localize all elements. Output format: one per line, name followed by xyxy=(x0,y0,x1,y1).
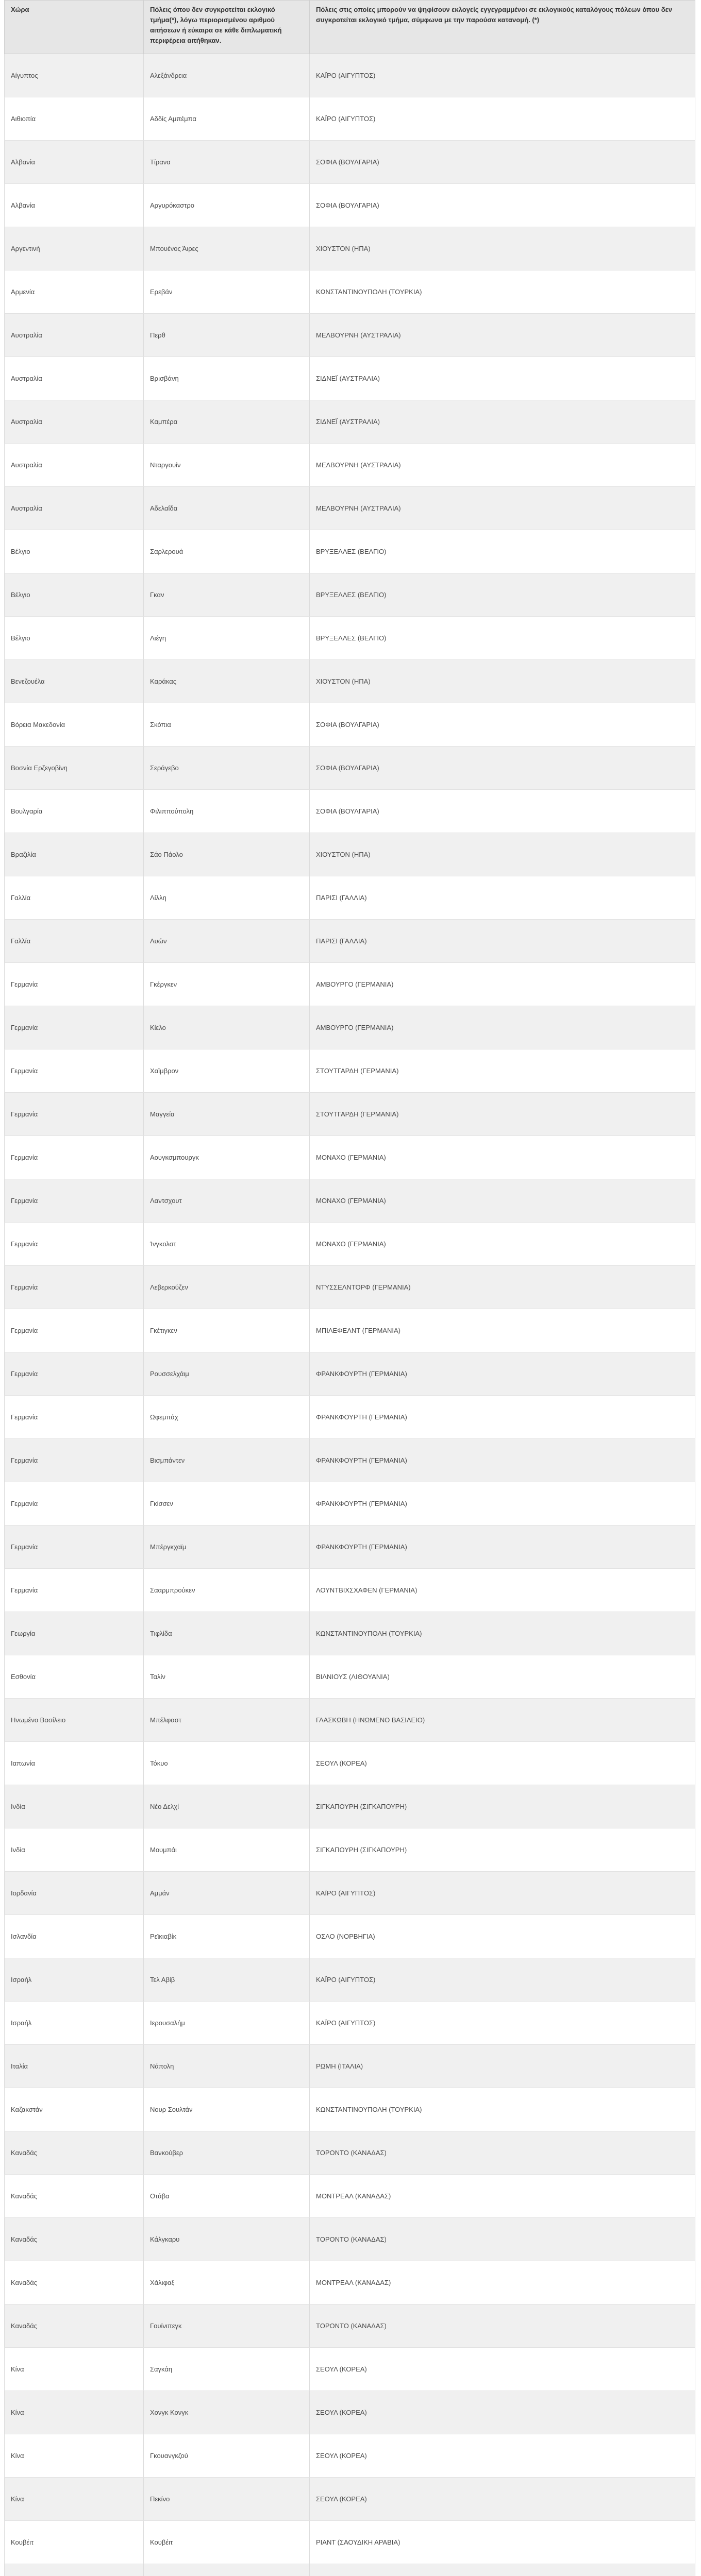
cell-city: Αμμάν xyxy=(144,1872,310,1915)
cell-voting-city: ΣΕΟΥΛ (ΚΟΡΕΑ) xyxy=(310,2348,695,2391)
cell-voting-city: ΒΡΥΞΕΛΛΕΣ (ΒΕΛΓΙΟ) xyxy=(310,530,695,573)
cell-voting-city: ΠΑΡΙΣΙ (ΓΑΛΛΙΑ) xyxy=(310,876,695,920)
cell-city: Κίελο xyxy=(144,1006,310,1049)
cell-voting-city: ΚΑΪΡΟ (ΑΙΓΥΠΤΟΣ) xyxy=(310,1872,695,1915)
cell-city: Λυών xyxy=(144,920,310,963)
table-row xyxy=(5,1612,695,1655)
table-row xyxy=(5,314,695,357)
cell-voting-city: ΚΩΝΣΤΑΝΤΙΝΟΥΠΟΛΗ (ΤΟΥΡΚΙΑ) xyxy=(310,270,695,314)
cell-voting-city: ΣΕΟΥΛ (ΚΟΡΕΑ) xyxy=(310,2478,695,2521)
cell-country: Αυστραλία xyxy=(5,444,144,487)
cell-voting-city: ΧΙΟΥΣΤΟΝ (ΗΠΑ) xyxy=(310,833,695,876)
cell-country: Καναδάς xyxy=(5,2304,144,2348)
cell-country: Γαλλία xyxy=(5,876,144,920)
cell-city: Αργυρόκαστρο xyxy=(144,184,310,227)
cell-country: Γερμανία xyxy=(5,1569,144,1612)
cell-country: Γερμανία xyxy=(5,1439,144,1482)
cell-voting-city: ΛΟΥΝΤΒΙΧΣΧΑΦΕΝ (ΓΕΡΜΑΝΙΑ) xyxy=(310,1569,695,1612)
cell-country: Βραζιλία xyxy=(5,833,144,876)
table-row xyxy=(5,617,695,660)
cell-voting-city: ΚΑΪΡΟ (ΑΙΓΥΠΤΟΣ) xyxy=(310,1958,695,2002)
cell-country: Γερμανία xyxy=(5,1006,144,1049)
table-row xyxy=(5,1958,695,2002)
header-voting-cities: Πόλεις στις οποίες μπορούν να ψηφίσουν εκλογείς εγγεγραμμένοι σε εκλογικούς καταλόγους πόλεων όπου δεν συγκροτείται εκλογικό τμήμα, σύμφωνα με την παρούσα κατανομή. (*) xyxy=(310,1,695,54)
cell-country: Γερμανία xyxy=(5,1482,144,1526)
table-row xyxy=(5,270,695,314)
cell-city: Αλεξάνδρεια xyxy=(144,54,310,97)
cell-city: Καμπέρα xyxy=(144,400,310,444)
cell-country: Αυστραλία xyxy=(5,487,144,530)
cell-voting-city: ΑΜΒΟΥΡΓΟ (ΓΕΡΜΑΝΙΑ) xyxy=(310,963,695,1006)
cell-voting-city: ΟΣΛΟ (ΝΟΡΒΗΓΙΑ) xyxy=(310,1915,695,1958)
cell-voting-city: ΤΟΡΟΝΤΟ (ΚΑΝΑΔΑΣ) xyxy=(310,2218,695,2261)
table-row xyxy=(5,2131,695,2175)
table-row xyxy=(5,1396,695,1439)
cell-country: Ινδία xyxy=(5,1828,144,1872)
table-row xyxy=(5,444,695,487)
cell-country: Εσθονία xyxy=(5,1655,144,1699)
cell-country: Καναδάς xyxy=(5,2261,144,2304)
cell-city: Κουβέιτ xyxy=(144,2521,310,2564)
cell-voting-city: ΚΑΪΡΟ (ΑΙΓΥΠΤΟΣ) xyxy=(310,2002,695,2045)
table-row xyxy=(5,400,695,444)
cell-country: Κίνα xyxy=(5,2391,144,2434)
table-row xyxy=(5,1569,695,1612)
header-cities-without-station: Πόλεις όπου δεν συγκροτείται εκλογικό τμήμα(*), λόγω περιορισμένου αριθμού αιτήσεων ή εύκαιρα σε κάθε διπλωματική περιφέρεια αιτήθηκαν. xyxy=(144,1,310,54)
cell-country: Αλβανία xyxy=(5,141,144,184)
table-row xyxy=(5,487,695,530)
cell-city: Σάο Πάολο xyxy=(144,833,310,876)
cell-voting-city: ΒΙΛΝΙΟΥΣ (ΛΙΘΟΥΑΝΙΑ) xyxy=(310,1655,695,1699)
cell-voting-city: ΜΟΝΑΧΟ (ΓΕΡΜΑΝΙΑ) xyxy=(310,1136,695,1179)
cell-city: Λεβερκούζεν xyxy=(144,1266,310,1309)
cell-city: Κάλγκαρυ xyxy=(144,2218,310,2261)
cell-voting-city: ΜΕΛΒΟΥΡΝΗ (ΑΥΣΤΡΑΛΙΑ) xyxy=(310,444,695,487)
cell-voting-city: ΦΡΑΝΚΦΟΥΡΤΗ (ΓΕΡΜΑΝΙΑ) xyxy=(310,1482,695,1526)
cell-country xyxy=(5,2564,144,2576)
table-row xyxy=(5,54,695,97)
cell-voting-city: ΜΟΝΑΧΟ (ΓΕΡΜΑΝΙΑ) xyxy=(310,1179,695,1223)
table-row xyxy=(5,1136,695,1179)
cell-city: Ιερουσαλήμ xyxy=(144,2002,310,2045)
cell-voting-city: ΠΑΡΙΣΙ (ΓΑΛΛΙΑ) xyxy=(310,920,695,963)
cell-city: Μουμπάι xyxy=(144,1828,310,1872)
cell-voting-city xyxy=(310,2564,695,2576)
cell-city: Μπέλφαστ xyxy=(144,1699,310,1742)
cell-city: Βρισβάνη xyxy=(144,357,310,400)
table-header-row xyxy=(5,1,695,54)
table-row xyxy=(5,1828,695,1872)
cell-voting-city: ΣΟΦΙΑ (ΒΟΥΛΓΑΡΙΑ) xyxy=(310,141,695,184)
cell-country: Ισραήλ xyxy=(5,2002,144,2045)
cell-country: Γεωργία xyxy=(5,1612,144,1655)
cell-country: Αλβανία xyxy=(5,184,144,227)
cell-voting-city: ΣΙΓΚΑΠΟΥΡΗ (ΣΙΓΚΑΠΟΥΡΗ) xyxy=(310,1828,695,1872)
cell-voting-city: ΤΟΡΟΝΤΟ (ΚΑΝΑΔΑΣ) xyxy=(310,2131,695,2175)
table-row xyxy=(5,1179,695,1223)
cell-voting-city: ΣΤΟΥΤΓΑΡΔΗ (ΓΕΡΜΑΝΙΑ) xyxy=(310,1049,695,1093)
cell-country: Ιαπωνία xyxy=(5,1742,144,1785)
cell-city: Τελ Αβίβ xyxy=(144,1958,310,2002)
table-row xyxy=(5,876,695,920)
cell-voting-city: ΑΜΒΟΥΡΓΟ (ΓΕΡΜΑΝΙΑ) xyxy=(310,1006,695,1049)
cell-country: Αργεντινή xyxy=(5,227,144,270)
cell-country: Αυστραλία xyxy=(5,357,144,400)
cell-country: Γερμανία xyxy=(5,1266,144,1309)
table-row xyxy=(5,2002,695,2045)
header-country: Χώρα xyxy=(5,1,144,54)
cell-country: Ιταλία xyxy=(5,2045,144,2088)
table-row xyxy=(5,703,695,747)
cell-city: Σαγκάη xyxy=(144,2348,310,2391)
cell-country: Βόρεια Μακεδονία xyxy=(5,703,144,747)
cell-voting-city: ΣΙΔΝΕΪ (ΑΥΣΤΡΑΛΙΑ) xyxy=(310,357,695,400)
cell-city: Λίλλη xyxy=(144,876,310,920)
cell-city: Λιέγη xyxy=(144,617,310,660)
cell-city: Ρουσσελχάιμ xyxy=(144,1352,310,1396)
cell-city: Αουγκσμπουργκ xyxy=(144,1136,310,1179)
cell-voting-city: ΜΟΝΤΡΕΑΛ (ΚΑΝΑΔΑΣ) xyxy=(310,2175,695,2218)
table-row xyxy=(5,2304,695,2348)
table-row xyxy=(5,1655,695,1699)
cell-country: Γερμανία xyxy=(5,1136,144,1179)
cell-country: Γερμανία xyxy=(5,963,144,1006)
cell-voting-city: ΒΡΥΞΕΛΛΕΣ (ΒΕΛΓΙΟ) xyxy=(310,573,695,617)
table-body xyxy=(5,54,695,2576)
table-row xyxy=(5,2478,695,2521)
cell-city: Τόκυο xyxy=(144,1742,310,1785)
table-row xyxy=(5,2218,695,2261)
table-row xyxy=(5,2088,695,2131)
cell-country: Γαλλία xyxy=(5,920,144,963)
table-row xyxy=(5,227,695,270)
cell-country: Καναδάς xyxy=(5,2175,144,2218)
cell-voting-city: ΣΟΦΙΑ (ΒΟΥΛΓΑΡΙΑ) xyxy=(310,184,695,227)
cell-country: Καζακστάν xyxy=(5,2088,144,2131)
cell-voting-city: ΧΙΟΥΣΤΟΝ (ΗΠΑ) xyxy=(310,227,695,270)
cell-country: Αίγυπτος xyxy=(5,54,144,97)
cell-voting-city: ΣΟΦΙΑ (ΒΟΥΛΓΑΡΙΑ) xyxy=(310,703,695,747)
table-row xyxy=(5,2175,695,2218)
cell-country: Γερμανία xyxy=(5,1049,144,1093)
cell-city: Χάλιφαξ xyxy=(144,2261,310,2304)
table-row xyxy=(5,1006,695,1049)
table-row xyxy=(5,530,695,573)
cell-voting-city: ΜΠΙΛΕΦΕΛΝΤ (ΓΕΡΜΑΝΙΑ) xyxy=(310,1309,695,1352)
cell-country: Γερμανία xyxy=(5,1352,144,1396)
cell-country: Αιθιοπία xyxy=(5,97,144,141)
table-row xyxy=(5,357,695,400)
cell-city: Χονγκ Κονγκ xyxy=(144,2391,310,2434)
cell-country: Κίνα xyxy=(5,2348,144,2391)
cell-country: Γερμανία xyxy=(5,1223,144,1266)
cell-city: Περθ xyxy=(144,314,310,357)
cell-country: Βέλγιο xyxy=(5,573,144,617)
cell-country: Γερμανία xyxy=(5,1309,144,1352)
table-row xyxy=(5,747,695,790)
cell-city: Τιφλίδα xyxy=(144,1612,310,1655)
cell-country: Αρμενία xyxy=(5,270,144,314)
table-row xyxy=(5,1223,695,1266)
cell-voting-city: ΦΡΑΝΚΦΟΥΡΤΗ (ΓΕΡΜΑΝΙΑ) xyxy=(310,1439,695,1482)
table-row xyxy=(5,2045,695,2088)
cell-voting-city: ΜΕΛΒΟΥΡΝΗ (ΑΥΣΤΡΑΛΙΑ) xyxy=(310,487,695,530)
table-row xyxy=(5,1915,695,1958)
cell-country: Γερμανία xyxy=(5,1526,144,1569)
cell-city: Πεκίνο xyxy=(144,2478,310,2521)
cell-voting-city: ΚΑΪΡΟ (ΑΙΓΥΠΤΟΣ) xyxy=(310,54,695,97)
table-row xyxy=(5,660,695,703)
cell-city: Ερεβάν xyxy=(144,270,310,314)
cell-country: Βενεζουέλα xyxy=(5,660,144,703)
table-row xyxy=(5,920,695,963)
table-row xyxy=(5,1352,695,1396)
cell-city: Σααρμπρούκεν xyxy=(144,1569,310,1612)
cell-city: Ωφεμπάχ xyxy=(144,1396,310,1439)
table-row xyxy=(5,1742,695,1785)
table-row xyxy=(5,790,695,833)
cell-city: Γκαν xyxy=(144,573,310,617)
cell-voting-city: ΒΡΥΞΕΛΛΕΣ (ΒΕΛΓΙΟ) xyxy=(310,617,695,660)
table-row xyxy=(5,2521,695,2564)
cell-city: Οτάβα xyxy=(144,2175,310,2218)
table-row xyxy=(5,2261,695,2304)
cell-voting-city: ΣΕΟΥΛ (ΚΟΡΕΑ) xyxy=(310,2391,695,2434)
cell-voting-city: ΦΡΑΝΚΦΟΥΡΤΗ (ΓΕΡΜΑΝΙΑ) xyxy=(310,1396,695,1439)
cell-city: Γκέτιγκεν xyxy=(144,1309,310,1352)
table-row xyxy=(5,2391,695,2434)
cell-country: Κίνα xyxy=(5,2434,144,2478)
cell-country: Κίνα xyxy=(5,2478,144,2521)
cell-voting-city: ΚΩΝΣΤΑΝΤΙΝΟΥΠΟΛΗ (ΤΟΥΡΚΙΑ) xyxy=(310,2088,695,2131)
cell-voting-city: ΤΟΡΟΝΤΟ (ΚΑΝΑΔΑΣ) xyxy=(310,2304,695,2348)
cell-country: Βουλγαρία xyxy=(5,790,144,833)
table-row xyxy=(5,1699,695,1742)
cell-city: Ρεϊκιαβίκ xyxy=(144,1915,310,1958)
table-row xyxy=(5,1309,695,1352)
cell-voting-city: ΜΕΛΒΟΥΡΝΗ (ΑΥΣΤΡΑΛΙΑ) xyxy=(310,314,695,357)
cell-country: Γερμανία xyxy=(5,1396,144,1439)
cell-city: Νουρ Σουλτάν xyxy=(144,2088,310,2131)
cell-country: Γερμανία xyxy=(5,1179,144,1223)
table-row xyxy=(5,141,695,184)
table-row xyxy=(5,1785,695,1828)
table-row xyxy=(5,573,695,617)
cell-country: Καναδάς xyxy=(5,2218,144,2261)
cell-country: Βέλγιο xyxy=(5,617,144,660)
cell-city: Σεράγεβο xyxy=(144,747,310,790)
cell-voting-city: ΣΤΟΥΤΓΑΡΔΗ (ΓΕΡΜΑΝΙΑ) xyxy=(310,1093,695,1136)
table-row xyxy=(5,1526,695,1569)
table-row xyxy=(5,2348,695,2391)
table-row xyxy=(5,1266,695,1309)
cell-city: Μπουένος Άιρες xyxy=(144,227,310,270)
cell-voting-city: ΣΙΔΝΕΪ (ΑΥΣΤΡΑΛΙΑ) xyxy=(310,400,695,444)
polling-stations-table xyxy=(4,0,695,2576)
cell-country: Ηνωμένο Βασίλειο xyxy=(5,1699,144,1742)
cell-country: Βοσνία Ερζεγοβίνη xyxy=(5,747,144,790)
table-row xyxy=(5,1093,695,1136)
cell-voting-city: ΣΕΟΥΛ (ΚΟΡΕΑ) xyxy=(310,2434,695,2478)
table-row xyxy=(5,1482,695,1526)
cell-city: Γκίσσεν xyxy=(144,1482,310,1526)
cell-voting-city: ΜΟΝΤΡΕΑΛ (ΚΑΝΑΔΑΣ) xyxy=(310,2261,695,2304)
cell-city: Λαντσχουτ xyxy=(144,1179,310,1223)
table-row xyxy=(5,184,695,227)
cell-city: Βισμπάντεν xyxy=(144,1439,310,1482)
cell-country: Καναδάς xyxy=(5,2131,144,2175)
table-row xyxy=(5,1049,695,1093)
cell-country: Ισραήλ xyxy=(5,1958,144,2002)
cell-voting-city: ΚΩΝΣΤΑΝΤΙΝΟΥΠΟΛΗ (ΤΟΥΡΚΙΑ) xyxy=(310,1612,695,1655)
cell-country: Βέλγιο xyxy=(5,530,144,573)
cell-voting-city: ΣΙΓΚΑΠΟΥΡΗ (ΣΙΓΚΑΠΟΥΡΗ) xyxy=(310,1785,695,1828)
cell-country: Αυστραλία xyxy=(5,400,144,444)
cell-city: Ίνγκολστ xyxy=(144,1223,310,1266)
table-row xyxy=(5,833,695,876)
cell-city: Νταργουίν xyxy=(144,444,310,487)
cell-voting-city: ΦΡΑΝΚΦΟΥΡΤΗ (ΓΕΡΜΑΝΙΑ) xyxy=(310,1526,695,1569)
cell-city: Ταλίν xyxy=(144,1655,310,1699)
cell-city: Γουίνιπεγκ xyxy=(144,2304,310,2348)
cell-city: Νάπολη xyxy=(144,2045,310,2088)
cell-voting-city: ΧΙΟΥΣΤΟΝ (ΗΠΑ) xyxy=(310,660,695,703)
cell-voting-city: ΝΤΥΣΣΕΛΝΤΟΡΦ (ΓΕΡΜΑΝΙΑ) xyxy=(310,1266,695,1309)
cell-city: Νέο Δελχί xyxy=(144,1785,310,1828)
cell-city: Καράκας xyxy=(144,660,310,703)
cell-country: Ιορδανία xyxy=(5,1872,144,1915)
cell-city xyxy=(144,2564,310,2576)
cell-voting-city: ΓΛΑΣΚΩΒΗ (ΗΝΩΜΕΝΟ ΒΑΣΙΛΕΙΟ) xyxy=(310,1699,695,1742)
cell-voting-city: ΜΟΝΑΧΟ (ΓΕΡΜΑΝΙΑ) xyxy=(310,1223,695,1266)
cell-city: Τίρανα xyxy=(144,141,310,184)
cell-country: Αυστραλία xyxy=(5,314,144,357)
cell-city: Σαρλερουά xyxy=(144,530,310,573)
cell-city: Χαϊμβρον xyxy=(144,1049,310,1093)
cell-voting-city: ΣΕΟΥΛ (ΚΟΡΕΑ) xyxy=(310,1742,695,1785)
cell-city: Σκόπια xyxy=(144,703,310,747)
cell-country: Κουβέιτ xyxy=(5,2521,144,2564)
table-row xyxy=(5,2434,695,2478)
table-row xyxy=(5,2564,695,2576)
cell-city: Βανκούβερ xyxy=(144,2131,310,2175)
cell-country: Ισλανδία xyxy=(5,1915,144,1958)
table-row xyxy=(5,1872,695,1915)
cell-country: Γερμανία xyxy=(5,1093,144,1136)
cell-voting-city: ΦΡΑΝΚΦΟΥΡΤΗ (ΓΕΡΜΑΝΙΑ) xyxy=(310,1352,695,1396)
cell-voting-city: ΡΙΑΝΤ (ΣΑΟΥΔΙΚΗ ΑΡΑΒΙΑ) xyxy=(310,2521,695,2564)
cell-city: Μαγγεία xyxy=(144,1093,310,1136)
table-row xyxy=(5,97,695,141)
cell-city: Αδδίς Αμπέμπα xyxy=(144,97,310,141)
cell-voting-city: ΚΑΪΡΟ (ΑΙΓΥΠΤΟΣ) xyxy=(310,97,695,141)
cell-voting-city: ΡΩΜΗ (ΙΤΑΛΙΑ) xyxy=(310,2045,695,2088)
cell-country: Ινδία xyxy=(5,1785,144,1828)
cell-city: Μπέργκχαϊμ xyxy=(144,1526,310,1569)
cell-voting-city: ΣΟΦΙΑ (ΒΟΥΛΓΑΡΙΑ) xyxy=(310,790,695,833)
table-row xyxy=(5,1439,695,1482)
cell-city: Γκέργκεν xyxy=(144,963,310,1006)
cell-city: Γκουανγκζού xyxy=(144,2434,310,2478)
cell-city: Αδελαΐδα xyxy=(144,487,310,530)
cell-voting-city: ΣΟΦΙΑ (ΒΟΥΛΓΑΡΙΑ) xyxy=(310,747,695,790)
cell-city: Φιλιππούπολη xyxy=(144,790,310,833)
table-row xyxy=(5,963,695,1006)
